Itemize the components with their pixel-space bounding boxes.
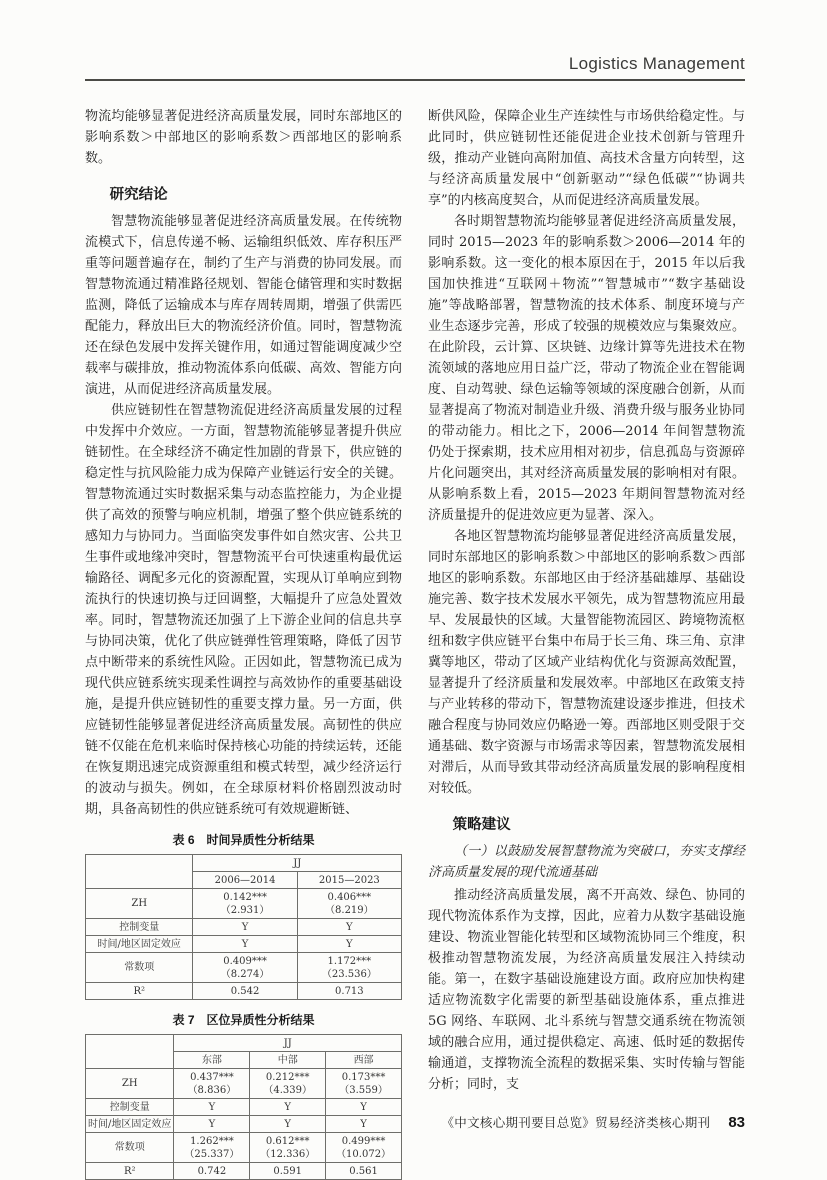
continuation-paragraph: 断供风险，保障企业生产连续性与市场供给稳定性。与此同时，供应链韧性还能促进企业技术创新与管理升级，推动产业链向高附加值、高技术含量方向转型，这与经济高质量发展中“创新驱动”“绿色低碳”“协调共享”的内核高度契合，从而促进经济高质量发展。 (428, 109, 745, 208)
table-row (86, 983, 402, 1000)
table-row (86, 1069, 402, 1099)
table6-col-header: 2006—2014 (193, 872, 297, 889)
table7-cell: Y (326, 1116, 402, 1133)
table7-row-label: 时间/地区固定效应 (86, 1116, 174, 1133)
table7-col-header: 西部 (326, 1052, 402, 1069)
two-column-body (85, 106, 745, 1180)
table7-cell (250, 1133, 326, 1163)
table7-col-header: 东部 (174, 1052, 250, 1069)
table6-row-label: R² (86, 983, 193, 1000)
table7-cell: 0.591 (250, 1163, 326, 1180)
coefficient: 1.262*** (190, 1135, 234, 1147)
table7-col-header: 中部 (250, 1052, 326, 1069)
table6-cell: Y (297, 919, 401, 936)
table-row (86, 1163, 402, 1180)
strategy-paragraph: 推动经济高质量发展，离不开高效、绿色、协同的现代物流体系作为支撑，因此，应着力从数字基础设施建设、物流业智能化转型和区域物流协同三个维度，积极推动智慧物流发展，为经济高质量发展注入持续动能。第一，在数字基础设施建设方面。政府应加快构建适应物流数字化需要的新型基础设施体系，重点推进 5G 网络、车联网、北斗系统与智慧交通系统在物流领域的融合应用，通过提供稳定、高速、低时延的数据传输通道，支撑物流全流程的数据采集、实时传输与智能分析；同时，支 (428, 888, 745, 1092)
coefficient: 0.612*** (265, 1135, 310, 1147)
table-row (86, 936, 402, 953)
table6-time-heterogeneity (85, 854, 402, 1000)
table-row (86, 1116, 402, 1133)
table6-row-label: 时间/地区固定效应 (86, 936, 193, 953)
table6-group-header: JJ (193, 855, 402, 872)
table7-cell (174, 1069, 250, 1099)
table6-cell: 0.542 (193, 983, 297, 1000)
table7-cell (250, 1069, 326, 1099)
t-statistic: （12.336） (260, 1148, 316, 1160)
t-statistic: （25.337） (184, 1148, 240, 1160)
left-column (85, 106, 402, 1180)
t-statistic: （23.536） (321, 968, 377, 980)
coefficient: 0.499*** (341, 1135, 386, 1147)
page-header (85, 54, 745, 81)
table6-col-header: 2015—2023 (297, 872, 401, 889)
table7-cell: 0.561 (326, 1163, 402, 1180)
table7-cell: Y (250, 1099, 326, 1116)
table6-cell: Y (193, 919, 297, 936)
table-row (86, 919, 402, 936)
table7-row-label: ZH (86, 1069, 174, 1099)
journal-header-label: Logistics Management (568, 54, 745, 73)
table7-row-label: R² (86, 1163, 174, 1180)
table6-row-label: ZH (86, 889, 193, 919)
table7-caption: 表 7 区位异质性分析结果 (172, 1013, 315, 1027)
t-statistic: （10.072） (336, 1148, 392, 1160)
t-statistic: （3.559） (339, 1084, 388, 1096)
t-statistic: （8.836） (187, 1084, 237, 1096)
table6-cell (297, 953, 401, 983)
table6-cell: 0.713 (297, 983, 401, 1000)
coefficient: 1.172*** (327, 955, 372, 967)
right-column (428, 106, 745, 1180)
table7-regional-heterogeneity (85, 1034, 402, 1180)
table7-cell: Y (174, 1099, 250, 1116)
table6-caption: 表 6 时间异质性分析结果 (172, 833, 315, 847)
table6-cell (193, 889, 297, 919)
coefficient: 0.437*** (190, 1071, 234, 1083)
table6-cell (297, 889, 401, 919)
coefficient: 0.409*** (223, 955, 267, 967)
table7-cell (326, 1133, 402, 1163)
table6-cell (193, 953, 297, 983)
t-statistic: （4.339） (263, 1084, 313, 1096)
body-paragraph: 各地区智慧物流均能够显著促进经济高质量发展，同时东部地区的影响系数＞中部地区的影响系数＞西部地区的影响系数。东部地区由于经济基础雄厚、基础设施完善、数字技术发展水平领先，成为智慧物流应用最早、发展最快的区域。大量智能物流园区、跨境物流枢纽和数字供应链平台集中布局于长三角、珠三角、京津冀等地区，带动了区域产业结构优化与资源高效配置，显著提升了经济质量和发展效率。中部地区在政策支持与产业转移的带动下，智慧物流建设逐步推进，但技术融合程度与协同效应仍略逊一筹。西部地区则受限于交通基础、数字资源与市场需求等因素，智慧物流发展相对滞后，从而导致其带动经济高质量发展的影响程度相对较低。 (428, 529, 745, 796)
table6-row-label: 控制变量 (86, 919, 193, 936)
t-statistic: （8.274） (220, 968, 270, 980)
conclusions-paragraph: 智慧物流能够显著促进经济高质量发展。在传统物流模式下，信息传递不畅、运输组织低效、库存积压严重等问题普遍存在，制约了生产与消费的协同发展。而智慧物流通过精准路径规划、智能仓储管理和实时数据监测，降低了运输成本与库存周转周期，增强了供需匹配能力，释放出巨大的物流经济价值。同时，智慧物流还在绿色发展中发挥关键作用，如通过智能调度减少空载率与碳排放，推动物流体系向低碳、高效、智能方向演进，从而促进经济高质量发展。 (85, 214, 402, 397)
table-row (86, 1035, 402, 1052)
table7-corner-cell (86, 1035, 174, 1069)
table-row (86, 855, 402, 872)
table6-cell: Y (193, 936, 297, 953)
table7-row-label: 常数项 (86, 1133, 174, 1163)
section-heading-strategy: 策略建议 (452, 817, 511, 833)
table7-row-label: 控制变量 (86, 1099, 174, 1116)
table-row (86, 889, 402, 919)
journal-footer-label: 《中文核心期刊要目总览》贸易经济类核心期刊 (441, 1115, 711, 1130)
coefficient: 0.173*** (341, 1071, 386, 1083)
table7-cell: Y (326, 1099, 402, 1116)
coefficient: 0.142*** (223, 891, 267, 903)
section-heading-conclusions: 研究结论 (109, 187, 168, 203)
t-statistic: （2.931） (220, 904, 270, 916)
table7-cell: Y (250, 1116, 326, 1133)
table6-cell: Y (297, 936, 401, 953)
table-row (86, 1099, 402, 1116)
page-number: 83 (728, 1114, 745, 1131)
table6-corner-cell (86, 855, 193, 889)
table-row (86, 1133, 402, 1163)
strategy-subheading: （一）以鼓励发展智慧物流为突破口，夯实支撑经济高质量发展的现代流通基础 (428, 844, 745, 880)
coefficient: 0.406*** (327, 891, 372, 903)
conclusions-paragraph: 供应链韧性在智慧物流促进经济高质量发展的过程中发挥中介效应。一方面，智慧物流能够显著提升供应链韧性。在全球经济不确定性加剧的背景下，供应链的稳定性与抗风险能力成为保障产业链运行安全的关键。智慧物流通过实时数据采集与动态监控能力，为企业提供了高效的预警与响应机制，增强了整个供应链系统的感知力与协同力。当面临突发事件如自然灾害、公共卫生事件或地缘冲突时，智慧物流平台可快速重构最优运输路径、调配多元化的资源配置，实现从订单响应到物流执行的快速切换与迂回调整，大幅提升了应急处置效率。同时，智慧物流还加强了上下游企业间的信息共享与协同决策，优化了供应链弹性管理策略，降低了因节点中断带来的系统性风险。正因如此，智慧物流已成为现代供应链系统实现柔性调控与高效协作的重要基础设施，是提升供应链韧性的重要支撑力量。另一方面，供应链韧性能够显著促进经济高质量发展。高韧性的供应链不仅能在危机来临时保持核心功能的持续运转，还能在恢复期迅速完成资源重组和模式转型，减少经济运行的波动与损失。例如，在全球原材料价格剧烈波动时期，具备高韧性的供应链系统可有效规避断链、 (85, 403, 402, 817)
table7-cell: 0.742 (174, 1163, 250, 1180)
body-paragraph: 各时期智慧物流均能够显著促进经济高质量发展，同时 2015—2023 年的影响系数＞2006—2014 年的影响系数。这一变化的根本原因在于，2015 年以后我国加快推进“互联网＋物流”“智慧城市”“数字基础设施”等战略部署，智慧物流的技术体系、制度环境与产业生态逐步完善，形成了较强的规模效应与集聚效应。在此阶段，云计算、区块链、边缘计算等先进技术在物流领域的落地应用日益广泛，带动了物流企业在智能调度、自动驾驶、绿色运输等领域的深度融合创新，从而显著提高了物流对制造业升级、消费升级与服务业协同的带动能力。相比之下，2006—2014 年间智慧物流仍处于探索期，技术应用相对初步，信息孤岛与资源碎片化问题突出，其对经济高质量发展的影响相对有限。从影响系数上看，2015—2023 年期间智慧物流对经济质量提升的促进效应更为显著、深入。 (428, 214, 745, 523)
table-row (86, 953, 402, 983)
table6-row-label: 常数项 (86, 953, 193, 983)
table7-group-header: JJ (174, 1035, 402, 1052)
t-statistic: （8.219） (325, 904, 374, 916)
table7-cell (174, 1133, 250, 1163)
table7-cell (326, 1069, 402, 1099)
table7-cell: Y (174, 1116, 250, 1133)
coefficient: 0.212*** (265, 1071, 310, 1083)
continuation-paragraph: 物流均能够显著促进经济高质量发展，同时东部地区的影响系数＞中部地区的影响系数＞西部地区的影响系数。 (85, 109, 402, 166)
page-footer (442, 1113, 746, 1131)
